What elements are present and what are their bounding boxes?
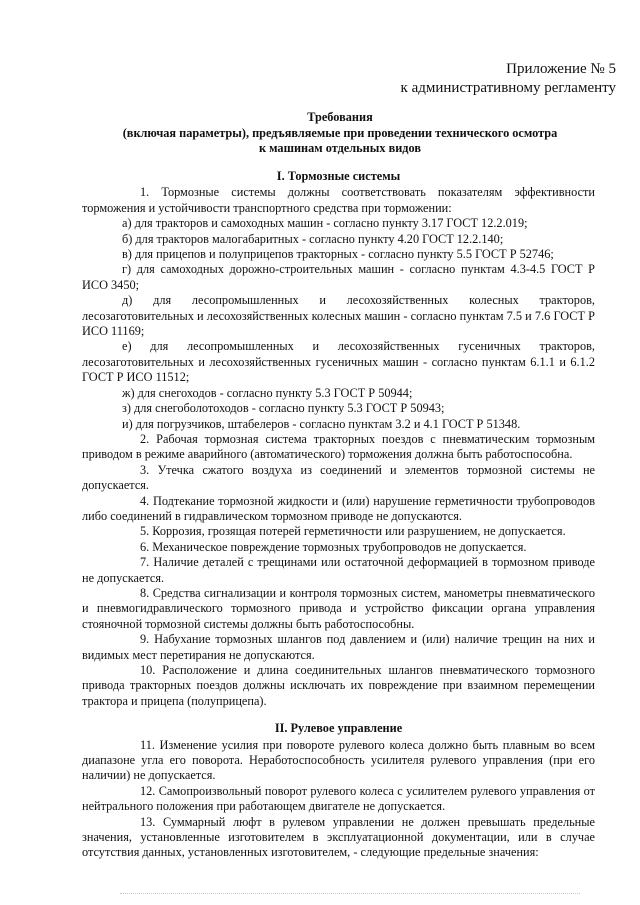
section-heading-steering: II. Рулевое управление [274, 721, 403, 736]
paragraph: 3. Утечка сжатого воздуха из соединений и элементов тормозной системы не допускается. [82, 462, 595, 493]
list-item: з) для снегоболотоходов - согласно пункту 5.3 ГОСТ Р 50943; [122, 401, 445, 416]
list-item: е) для лесопромышленных и лесохозяйственных гусеничных тракторов, лесозаготовительных и лесохозяйственных гусеничных машин - согласно пунктам 6.1.1 и 6.1.2 ГОСТ Р ИСО 11512; [82, 339, 595, 385]
paragraph: 2. Рабочая тормозная система тракторных поездов с пневматическим тормозным приводом в режиме аварийного (автоматического) торможения должна быть работоспособна. [82, 431, 595, 462]
paragraph: 9. Набухание тормозных шлангов под давлением и (или) наличие трещин на них и видимых мест перетирания не допускаются. [82, 632, 595, 662]
paragraph: 4. Подтекание тормозной жидкости и (или) нарушение герметичности трубопроводов либо соединений в гидравлическом тормозном приводе не допускаются. [82, 493, 595, 523]
annex-reference [401, 60, 616, 98]
section-heading-brakes: I. Тормозные системы [276, 169, 401, 183]
list-item: б) для тракторов малогабаритных - согласно пункту 4.20 ГОСТ 12.2.140; [122, 231, 504, 246]
page-bottom-scan-mark [120, 893, 580, 897]
paragraph: 7. Наличие деталей с трещинами или остаточной деформацией в тормозном приводе не допускается. [82, 555, 595, 585]
list-item: и) для погрузчиков, штабелеров - согласно пунктам 3.2 и 4.1 ГОСТ Р 51348. [122, 416, 521, 431]
list-item: а) для тракторов и самоходных машин - согласно пункту 3.17 ГОСТ 12.2.019; [122, 216, 528, 231]
document-body [82, 167, 595, 861]
list-item: ж) для снегоходов - согласно пункту 5.3 ГОСТ Р 50944; [122, 385, 413, 400]
paragraph: 1. Тормозные системы должны соответствовать показателям эффективности торможения и устойчивости транспортного средства при торможении: [82, 185, 595, 215]
title-line-2: (включая параметры), предъявляемые при проведении технического осмотра [122, 125, 558, 140]
annex-regulation: к административному регламенту [400, 80, 616, 96]
title-line-3: к машинам отдельных видов [258, 141, 422, 155]
paragraph: 6. Механическое повреждение тормозных трубопроводов не допускается. [140, 539, 527, 554]
paragraph: 8. Средства сигнализации и контроля тормозных систем, манометры пневматического и пневмогидравлического тормозного привода и устройство фиксации органа управления стояночной тормозной системы должны быть работоспособны. [82, 585, 595, 631]
paragraph: 5. Коррозия, грозящая потерей герметичности или разрушением, не допускается. [140, 524, 566, 539]
document-title [80, 110, 600, 157]
list-item: в) для прицепов и полуприцепов тракторных - согласно пункту 5.5 ГОСТ Р 52746; [122, 247, 554, 262]
annex-number: Приложение № 5 [506, 61, 616, 77]
list-item: г) для самоходных дорожно-строительных машин - согласно пунктам 4.3-4.5 ГОСТ Р ИСО 3450; [82, 262, 595, 292]
paragraph: 10. Расположение и длина соединительных шлангов пневматического тормозного привода тракторных поездов должны исключать их повреждение при взаимном перемещении трактора и прицепа (полуприцепа). [82, 663, 595, 708]
paragraph: 11. Изменение усилия при повороте рулевого колеса должно быть плавным во всем диапазоне угла его поворота. Неработоспособность усилителя рулевого управления (при его наличии) не допускается. [82, 737, 595, 783]
paragraph: 12. Самопроизвольный поворот рулевого колеса с усилителем рулевого управления от нейтрального положения при работающем двигателе не допускается. [82, 783, 595, 814]
paragraph: 13. Суммарный люфт в рулевом управлении не должен превышать предельные значения, установленные изготовителем в эксплуатационной документации, или в случае отсутствия данных, установленных изготовителем, - следующие предельные значения: [82, 814, 595, 860]
list-item: д) для лесопромышленных и лесохозяйственных колесных тракторов, лесозаготовительных и лесохозяйственных колесных машин - согласно пунктам 7.5 и 7.6 ГОСТ Р ИСО 11169; [82, 293, 595, 339]
title-line-1: Требования [307, 110, 373, 124]
